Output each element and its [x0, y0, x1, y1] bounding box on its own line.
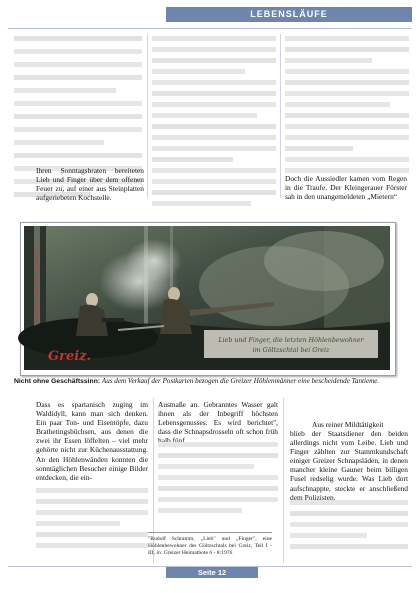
photo-caption-lead: Nicht ohne Geschäftssinn:	[14, 378, 101, 385]
page-number: Seite 12	[197, 568, 227, 577]
top-right-caption: Doch die Aussiedler kamen vom Regen in die Traufe. Der Kleingerauer Förster sah in den unangemeldeten „Mietern“	[285, 174, 407, 202]
greiz-stamp: Greiz.	[48, 349, 92, 364]
column-divider	[280, 34, 281, 198]
faint-text-column-3-lower	[290, 498, 408, 560]
postcard-photo	[24, 226, 390, 370]
faint-text-column-2	[152, 34, 276, 198]
faint-text-column-1	[14, 34, 142, 162]
photo-caption-text: Aus dem Verkauf der Postkarten bezogen die Greizer Höhlenmänner eine bescheidende Tantieme.	[101, 377, 380, 385]
body-column-2: Ausmaße an. Gebranntes Wasser galt ihnen als der Inbegriff höchsten Lebensgenusses. Es wird berichtet", dass die Schnapsdrosseln oft schon früh halb fünf	[158, 400, 278, 446]
photo-caption	[14, 377, 410, 386]
body-column-3-lead: Aus reiner Mildtätigkeit	[312, 420, 384, 429]
faint-text-column-3	[285, 34, 409, 162]
body-column-1: Dass es spartanisch zuging im Waldidyll, kann man sich denken. Ein paar Ton- und Eisentöpfe, dazu Brathetingsbüchsen, aus denen die zwei ihr Essen löffelten – viel mehr gehörte nicht zur Küchenausstattung. An den Höhlenwänden konnten die sonntäglichen Besucher einige Bilder entdecken, die ein-	[36, 400, 148, 482]
faint-text-column-1-lower	[36, 486, 148, 560]
column-divider	[283, 398, 284, 563]
column-divider	[147, 34, 148, 198]
section-title: LEBENSLÄUFE	[250, 9, 328, 19]
photo-inscription-line1: Lieb und Finger, die letzten Höhlenbewohner	[218, 337, 364, 344]
top-left-caption: Ihren Sonntagsbraten bereiteten Lieb und Finger über dem offenen Feuer zu, auf einer aus Steinplatten aufgeriebeten Kochstelle.	[36, 166, 144, 203]
faint-text-column-2-lower	[158, 440, 278, 526]
header-divider	[8, 28, 412, 29]
body-column-3: blieb der Staatsdiener den beiden allerdings nicht vom Leibe. Lieb und Finger zählten zur Stammkundschaft einiger Greizer Schnapsläden, in denen mancher kleine Gauner beim billigen Fusel redselig wurde. Was Lieb dort aufschnappte, steckte er anschließend dem Polizisten.	[290, 429, 408, 502]
photo-side-label: Verlag Richard Henn, Greiz 10	[34, 247, 40, 326]
photo-inscription-line2: im Göltzschtal bei Greiz	[252, 347, 330, 354]
footnote: "Rudolf Schramm, „Lieb" und „Finger", eine Höhlenbewohner des Göltzschtals bei Greiz, Teil I - III, in: Greizer Heimatbote 6 - 8/1976	[148, 532, 272, 557]
